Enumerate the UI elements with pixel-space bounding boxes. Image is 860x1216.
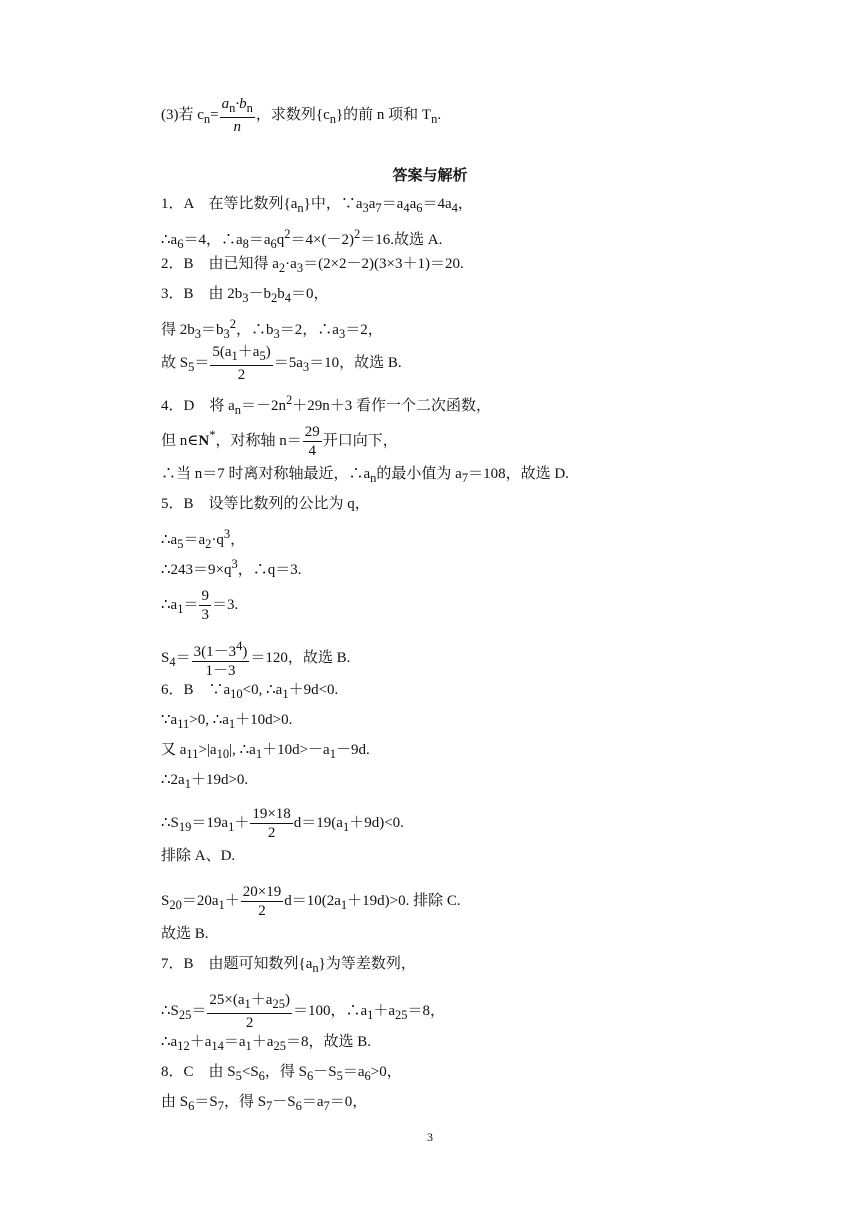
page-number: 3 xyxy=(427,1130,433,1144)
answer-5-line-2: $\therefore a_5=a_2\cdot q^3$， xyxy=(161,527,246,551)
answer-3-line-1: 3．B 由 $2b_3-b_2b_4=0$， xyxy=(161,286,329,305)
answer-2: 2．B 由已知得 $a_2\cdot a_3=(2\times 2-2)(3\times 3+1)=20$. xyxy=(161,256,464,275)
part3-question: (3)若 $c_n=$ $\frac{a_n\cdot b_n}{n}$ ，求数列$\{c_n\}$的前 n 项和 $T_n$. xyxy=(161,96,442,135)
answer-6-line-7: $S_{20}=20a_1+$ $\frac{20\times 19}{2}$ $d=10(2a_1+19d)>0$. 排除 C. xyxy=(161,884,461,919)
answer-6-line-8: 故选 B. xyxy=(161,926,209,942)
answer-3-line-2: 得 $2b_3=b_3^2$，$\therefore b_3=2$，$\therefore a_3=2$， xyxy=(161,317,383,341)
fraction: $\frac{19\times 18}{2}$ xyxy=(252,806,291,841)
answer-5-line-1: 5．B 设等比数列的公比为 q， xyxy=(161,496,370,512)
answer-6-line-3: 又 $a_{11}>|a_{10}|$, $\therefore a_1+10d>-a_1-9d$. xyxy=(161,742,370,761)
fraction: $\frac{3(1-3^4)}{1-3}$ xyxy=(193,639,248,679)
answer-6-line-1: 6．B $\because a_{10}<0$, $\therefore a_1+9d<0$. xyxy=(161,682,339,701)
answer-6-line-6: 排除 A、D. xyxy=(161,848,236,864)
answer-5-line-3: $\therefore 243=9\times q^3$，∴q＝3. xyxy=(161,557,302,578)
answer-6-line-4: $\therefore 2a_1+19d>0$. xyxy=(161,772,249,791)
section-heading: 答案与解析 xyxy=(392,166,468,184)
answer-7-line-1: 7．B 由题可知数列$\{a_n\}$为等差数列， xyxy=(161,956,416,975)
answer-7-line-3: $\therefore a_{12}+a_{14}=a_1+a_{25}=8$，故选 B. xyxy=(161,1034,371,1053)
answer-8-line-1: 8．C 由 $S_5<S_6$，得 $S_6-S_5=a_6>0$， xyxy=(161,1064,402,1083)
fraction: $\frac{5(a_1+a_5)}{2}$ xyxy=(212,344,271,383)
answer-1-line-2: $\therefore a_6=4$，$\therefore a_8=a_6q^2=4\times(-2)^2=16$.故选 A. xyxy=(161,227,443,251)
answer-6-line-5: $\therefore S_{19}=19a_1+$ $\frac{19\times 18}{2}$ $d=19(a_1+9d)<0$. xyxy=(161,806,404,841)
answer-5-line-5: $S_4=$ $\frac{3(1-3^4)}{1-3}$ ＝120，故选 B. xyxy=(161,639,351,679)
answer-6-line-2: $\because a_{11}>0$, $\therefore a_1+10d>0$. xyxy=(161,712,293,731)
answer-4-line-3: ∴当 n＝7 时离对称轴最近，$\therefore a_n$的最小值为 $a_7=108$，故选 D. xyxy=(161,466,569,485)
fraction: $\frac{25\times(a_1+a_{25})}{2}$ xyxy=(209,992,290,1031)
answer-7-line-2: $\therefore S_{25}=$ $\frac{25\times(a_1+a_{25})}{2}$ ＝100，$\therefore a_1+a_{25}=8$， xyxy=(161,992,446,1031)
fraction: $\frac{20\times 19}{2}$ xyxy=(242,884,282,919)
answer-1-line-1: 1．A 在等比数列$\{a_n\}$中，$\because a_3a_7=a_4a_6=4a_4$， xyxy=(161,196,473,215)
answer-3-line-3: 故 $S_5=$ $\frac{5(a_1+a_5)}{2}$ $=5a_3=10$，故选 B. xyxy=(161,344,402,383)
answer-4-line-1: 4．D 将 $a_n=-2n^2+29n+3$ 看作一个二次函数， xyxy=(161,393,492,417)
fraction: $\frac{29}{4}$ xyxy=(304,424,320,459)
answer-8-line-2: 由 $S_6=S_7$，得 $S_7-S_6=a_7=0$， xyxy=(161,1094,368,1113)
answer-4-line-2: 但 n∈N*，对称轴 n＝ $\frac{29}{4}$ 开口向下， xyxy=(161,424,398,459)
fraction: $\frac{9}{3}$ xyxy=(201,588,209,623)
fraction: $\frac{a_n\cdot b_n}{n}$ xyxy=(221,96,253,135)
answer-5-line-4: $\therefore a_1=$ $\frac{9}{3}$ ＝3. xyxy=(161,588,239,623)
